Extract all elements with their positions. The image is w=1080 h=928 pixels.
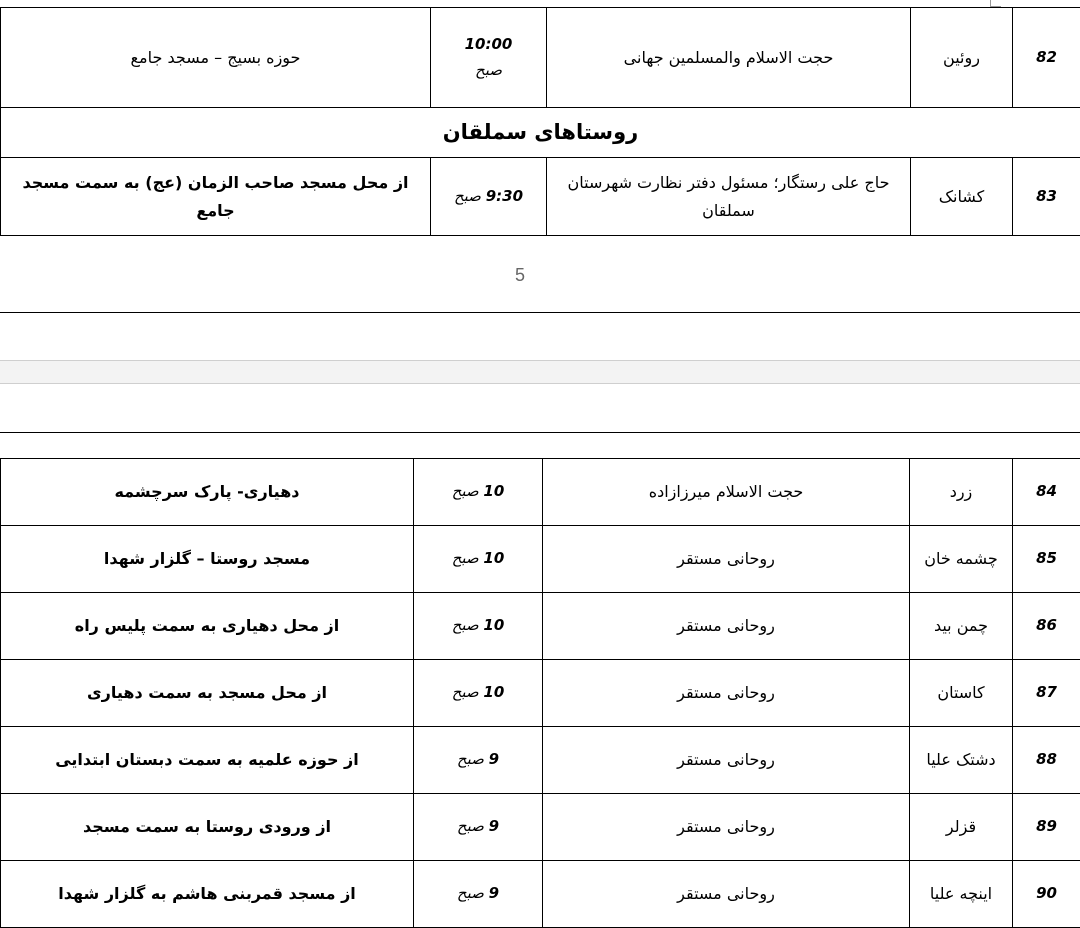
section-title: روستاهای سملقان (1, 108, 1080, 158)
page-corner-mark (990, 0, 1001, 7)
speaker-name: روحانی مستقر (543, 593, 910, 660)
time-cell (431, 158, 547, 236)
time-suffix: صبح (452, 549, 479, 567)
row-number: 87 (1013, 660, 1080, 727)
table-row (1, 861, 1080, 928)
speaker-name: روحانی مستقر (543, 526, 910, 593)
speaker-name: روحانی مستقر (543, 861, 910, 928)
row-number: 89 (1013, 794, 1080, 861)
section-row (1, 108, 1080, 158)
table-row (1, 660, 1080, 727)
time-cell (414, 727, 543, 794)
schedule-table-top (0, 7, 1080, 236)
time-suffix: صبح (475, 61, 502, 79)
village-name: روئین (911, 8, 1013, 108)
village-name: قزلر (910, 794, 1013, 861)
time-value: 9:30 (486, 187, 523, 205)
time-suffix: صبح (454, 187, 481, 205)
time-value: 9 (489, 817, 499, 835)
event-place: از محل مسجد صاحب الزمان (عج) به سمت مسجد جامع (1, 158, 431, 236)
village-name: چشمه خان (910, 526, 1013, 593)
row-number: 82 (1013, 8, 1080, 108)
speaker-name: روحانی مستقر (543, 660, 910, 727)
event-place: از مسجد قمربنی هاشم به گلزار شهدا (1, 861, 414, 928)
schedule-table-bottom (0, 458, 1080, 928)
row-number: 90 (1013, 861, 1080, 928)
time-suffix: صبح (457, 750, 484, 768)
time-value: 10 (483, 616, 504, 634)
table-row (1, 526, 1080, 593)
village-name: اینچه علیا (910, 861, 1013, 928)
event-place: از محل مسجد به سمت دهیاری (1, 660, 414, 727)
time-cell (414, 593, 543, 660)
page-number: 5 (0, 265, 1040, 286)
time-cell (414, 660, 543, 727)
time-suffix: صبح (452, 683, 479, 701)
row-number: 86 (1013, 593, 1080, 660)
row-number: 84 (1013, 459, 1080, 526)
time-suffix: صبح (452, 616, 479, 634)
event-place: از محل دهیاری به سمت پلیس راه (1, 593, 414, 660)
speaker-name: حجت الاسلام والمسلمین جهانی (547, 8, 911, 108)
time-cell (414, 459, 543, 526)
page-gap (0, 360, 1080, 384)
page-top-border (0, 432, 1080, 433)
table-row (1, 158, 1080, 236)
page-bottom-border (0, 312, 1080, 313)
speaker-name: حجت الاسلام میرزازاده (543, 459, 910, 526)
village-name: چمن بید (910, 593, 1013, 660)
event-place: حوزه بسیج – مسجد جامع (1, 8, 431, 108)
table-row (1, 727, 1080, 794)
table-row (1, 794, 1080, 861)
time-value: 9 (489, 884, 499, 902)
speaker-name: روحانی مستقر (543, 727, 910, 794)
time-cell (414, 526, 543, 593)
time-value: 10:00 (465, 35, 513, 53)
time-suffix: صبح (457, 884, 484, 902)
speaker-name: حاج علی رستگار؛ مسئول دفتر نظارت شهرستان سملقان (547, 158, 911, 236)
row-number: 83 (1013, 158, 1080, 236)
village-name: دشتک علیا (910, 727, 1013, 794)
speaker-name: روحانی مستقر (543, 794, 910, 861)
time-suffix: صبح (452, 482, 479, 500)
table-row (1, 459, 1080, 526)
event-place: دهیاری- پارک سرچشمه (1, 459, 414, 526)
row-number: 88 (1013, 727, 1080, 794)
time-cell (414, 794, 543, 861)
village-name: کاستان (910, 660, 1013, 727)
time-value: 10 (483, 683, 504, 701)
event-place: مسجد روستا – گلزار شهدا (1, 526, 414, 593)
table-row (1, 8, 1080, 108)
table-row (1, 593, 1080, 660)
time-suffix: صبح (457, 817, 484, 835)
time-value: 10 (483, 482, 504, 500)
time-value: 9 (489, 750, 499, 768)
event-place: از حوزه علمیه به سمت دبستان ابتدایی (1, 727, 414, 794)
time-value: 10 (483, 549, 504, 567)
event-place: از ورودی روستا به سمت مسجد (1, 794, 414, 861)
time-cell (431, 8, 547, 108)
village-name: زرد (910, 459, 1013, 526)
village-name: کشانک (911, 158, 1013, 236)
row-number: 85 (1013, 526, 1080, 593)
time-cell (414, 861, 543, 928)
